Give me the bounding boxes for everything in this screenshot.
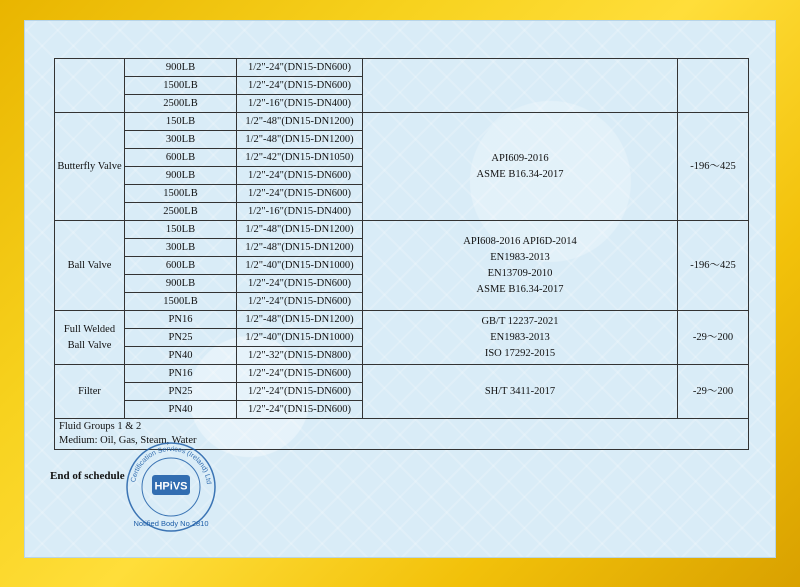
notified-body-seal [124,440,218,534]
valve-type-cell [55,59,125,113]
size-range-cell: 1/2"-40"(DN15-DN1000) [237,329,363,347]
pressure-class-cell: 2500LB [125,95,237,113]
standard-line: ISO 17292-2015 [484,347,556,359]
pressure-class-cell: PN16 [125,311,237,329]
table-row [55,113,749,131]
pressure-class-cell: 600LB [125,257,237,275]
size-range-cell: 1/2"-16"(DN15-DN400) [237,203,363,221]
pressure-class-cell: 1500LB [125,185,237,203]
note-line: Fluid Groups 1 & 2 [59,421,142,432]
pressure-class-cell: 150LB [125,113,237,131]
valve-type-cell: Full Welded Ball Valve [55,311,125,365]
standards-cell [363,365,678,419]
table-row [55,311,749,329]
pressure-class-cell: 150LB [125,221,237,239]
pressure-class-cell: 1500LB [125,77,237,95]
size-range-cell: 1/2"-24"(DN15-DN600) [237,77,363,95]
standards-cell [363,311,678,365]
temperature-range-cell [678,59,749,113]
size-range-cell: 1/2"-48"(DN15-DN1200) [237,131,363,149]
size-range-cell: 1/2"-48"(DN15-DN1200) [237,221,363,239]
size-range-cell: 1/2"-24"(DN15-DN600) [237,59,363,77]
standard-line: API608-2016 API6D-2014 [463,235,577,247]
size-range-cell: 1/2"-24"(DN15-DN600) [237,401,363,419]
standard-line: ASME B16.34-2017 [476,168,564,180]
valve-type-cell: Ball Valve [55,221,125,311]
pressure-class-cell: 2500LB [125,203,237,221]
valve-type-cell: Filter [55,365,125,419]
schedule-table [54,58,749,450]
table-row [55,365,749,383]
pressure-class-cell: 300LB [125,131,237,149]
size-range-cell: 1/2"-40"(DN15-DN1000) [237,257,363,275]
standard-line: EN1983-2013 [490,331,550,343]
valve-type-cell: Butterfly Valve [55,113,125,221]
size-range-cell: 1/2"-24"(DN15-DN600) [237,185,363,203]
pressure-class-cell: 900LB [125,167,237,185]
table-row [55,59,749,77]
pressure-class-cell: 900LB [125,275,237,293]
pressure-class-cell: 1500LB [125,293,237,311]
size-range-cell: 1/2"-24"(DN15-DN600) [237,167,363,185]
seal-logo: HPiVS [154,480,188,493]
pressure-class-cell: PN40 [125,347,237,365]
standards-cell [363,221,678,311]
pressure-class-cell: 300LB [125,239,237,257]
temperature-range-cell: -196～425 [678,221,749,311]
pressure-class-cell: PN16 [125,365,237,383]
pressure-class-cell: 600LB [125,149,237,167]
standard-line: SH/T 3411-2017 [484,385,556,397]
temperature-range-cell: -29～200 [678,365,749,419]
standard-line: EN13709-2010 [487,267,553,279]
pressure-class-cell: PN25 [125,329,237,347]
size-range-cell: 1/2"-48"(DN15-DN1200) [237,239,363,257]
size-range-cell: 1/2"-48"(DN15-DN1200) [237,113,363,131]
table-row [55,221,749,239]
seal-notified-body: Notified Body No.2810 [133,519,209,528]
pressure-class-cell: 900LB [125,59,237,77]
pressure-class-cell: PN25 [125,383,237,401]
size-range-cell: 1/2"-24"(DN15-DN600) [237,293,363,311]
end-of-schedule-label: End of schedule [50,470,125,482]
size-range-cell: 1/2"-32"(DN15-DN800) [237,347,363,365]
size-range-cell: 1/2"-24"(DN15-DN600) [237,383,363,401]
standards-cell [363,59,678,113]
size-range-cell: 1/2"-16"(DN15-DN400) [237,95,363,113]
standard-line: EN1983-2013 [490,251,550,263]
standard-line: ASME B16.34-2017 [476,283,564,295]
standards-cell [363,113,678,221]
size-range-cell: 1/2"-24"(DN15-DN600) [237,275,363,293]
standard-line: API609-2016 [491,152,549,164]
size-range-cell: 1/2"-24"(DN15-DN600) [237,365,363,383]
size-range-cell: 1/2"-48"(DN15-DN1200) [237,311,363,329]
pressure-class-cell: PN40 [125,401,237,419]
temperature-range-cell: -29～200 [678,311,749,365]
note-line: Medium: Oil, Gas, Steam, Water [59,435,197,446]
standard-line: GB/T 12237-2021 [481,315,559,327]
seal-ring-text: Certification Services (Ireland) Ltd [130,445,212,485]
size-range-cell: 1/2"-42"(DN15-DN1050) [237,149,363,167]
temperature-range-cell: -196～425 [678,113,749,221]
